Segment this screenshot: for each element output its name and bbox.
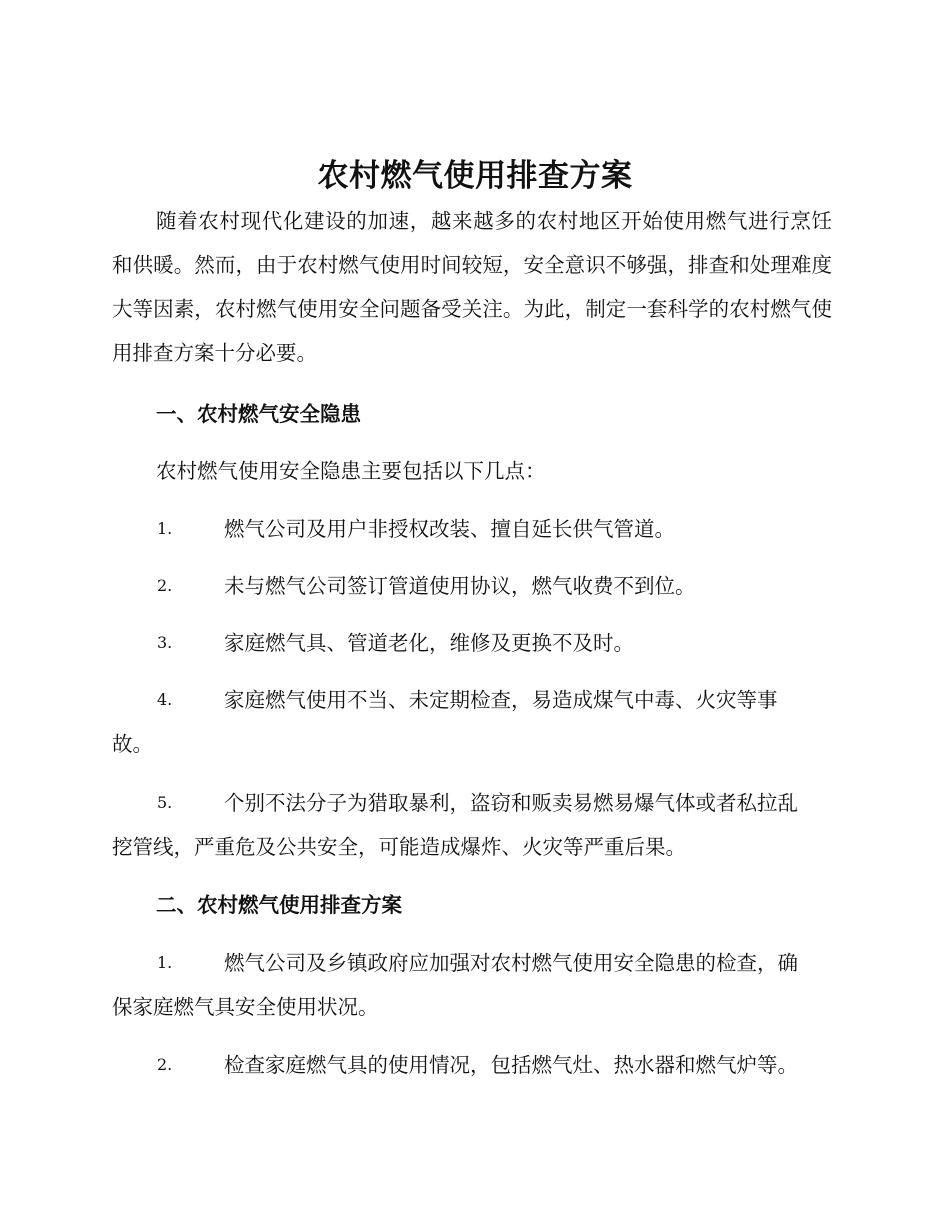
list-item-continuation: 保家庭燃气具安全使用状况。 bbox=[112, 995, 379, 1019]
list-item-text: 燃气公司及用户非授权改装、擅自延长供气管道。 bbox=[224, 517, 675, 541]
list-item-continuation: 挖管线，严重危及公共安全，可能造成爆炸、火灾等严重后果。 bbox=[112, 835, 686, 859]
list-item-text: 燃气公司及乡镇政府应加强对农村燃气使用安全隐患的检查，确 bbox=[224, 951, 798, 975]
list-item-number: 1. bbox=[157, 519, 173, 538]
list-item-text: 家庭燃气具、管道老化，维修及更换不及时。 bbox=[224, 631, 634, 655]
list-item-number: 2. bbox=[157, 576, 173, 595]
list-item-continuation: 故。 bbox=[112, 732, 153, 756]
list-item-text: 检查家庭燃气具的使用情况，包括燃气灶、热水器和燃气炉等。 bbox=[224, 1053, 798, 1077]
list-item-number: 2. bbox=[157, 1055, 173, 1074]
list-item-text: 未与燃气公司签订管道使用协议，燃气收费不到位。 bbox=[224, 574, 696, 598]
list-item-number: 5. bbox=[157, 793, 173, 812]
list-item-text: 家庭燃气使用不当、未定期检查，易造成煤气中毒、火灾等事 bbox=[224, 688, 778, 712]
document-title: 农村燃气使用排查方案 bbox=[317, 158, 633, 194]
hazards-lead-text: 农村燃气使用安全隐患主要包括以下几点： bbox=[156, 459, 546, 483]
intro-paragraph: 随着农村现代化建设的加速，越来越多的农村地区开始使用燃气进行烹饪和供暖。然而，由于农村燃气使用时间较短，安全意识不够强，排查和处理难度大等因素，农村燃气使用安全问题备受关注。为此，制定一套科学的农村燃气使用排查方案十分必要。 bbox=[112, 209, 832, 365]
list-item-number: 3. bbox=[157, 633, 173, 652]
section-heading-hazards: 一、农村燃气安全隐患 bbox=[156, 402, 361, 426]
list-item-number: 1. bbox=[157, 953, 173, 972]
section-heading-plan: 二、农村燃气使用排查方案 bbox=[156, 893, 402, 917]
list-item-number: 4. bbox=[157, 690, 173, 709]
list-item-text: 个别不法分子为猎取暴利，盗窃和贩卖易燃易爆气体或者私拉乱 bbox=[224, 791, 798, 815]
